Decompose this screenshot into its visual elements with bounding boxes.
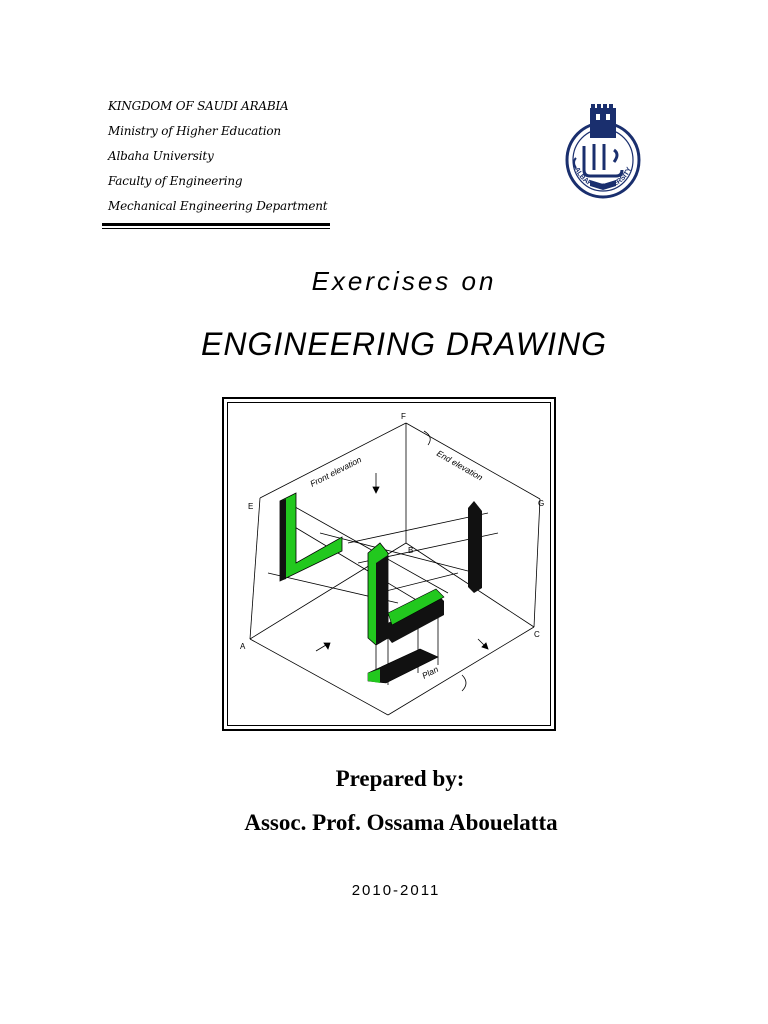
solid-black-face-vertical	[376, 555, 388, 645]
front-elevation-edge	[280, 499, 286, 581]
document-title: ENGINEERING DRAWING	[201, 326, 607, 362]
plan-view-green	[368, 669, 380, 683]
point-label-a: A	[240, 642, 246, 651]
header-line-university: Albaha University	[108, 149, 214, 163]
point-label-f: F	[401, 412, 406, 421]
end-elevation-shape	[468, 501, 482, 593]
header-rule-thick	[102, 223, 330, 226]
document-subtitle: Exercises on	[311, 266, 497, 296]
header-line-ministry: Ministry of Higher Education	[108, 124, 281, 138]
edge-a-bottom	[250, 639, 388, 715]
edge-f-e	[260, 423, 406, 498]
point-label-b: B	[408, 546, 414, 555]
orthographic-projection-diagram	[228, 403, 548, 723]
point-label-g: G	[538, 499, 545, 508]
point-label-c: C	[534, 630, 540, 639]
edge-g-c	[534, 499, 540, 627]
view-label-end: End elevation	[435, 448, 485, 483]
view-label-plan: Plan	[420, 663, 440, 681]
header-rule-thin	[102, 228, 330, 229]
prepared-by-label: Prepared by:	[335, 766, 465, 791]
header-line-country: KINGDOM OF SAUDI ARABIA	[108, 99, 289, 113]
point-label-e: E	[248, 502, 254, 511]
seal-ring-text: ALBAHA UNIVERSITY	[572, 166, 634, 191]
view-label-front: Front elevation	[308, 454, 364, 489]
projection-figure-inner	[227, 402, 551, 726]
author-name: Assoc. Prof. Ossama Abouelatta	[244, 810, 558, 835]
edge-e-a	[250, 498, 260, 639]
academic-years: 2010-2011	[351, 882, 441, 899]
institution-header	[108, 94, 338, 219]
university-seal-icon	[560, 100, 646, 204]
projection-figure	[222, 397, 556, 731]
header-line-department: Mechanical Engineering Department	[108, 199, 328, 213]
header-line-faculty: Faculty of Engineering	[108, 174, 243, 188]
edge-f-g	[406, 423, 540, 499]
